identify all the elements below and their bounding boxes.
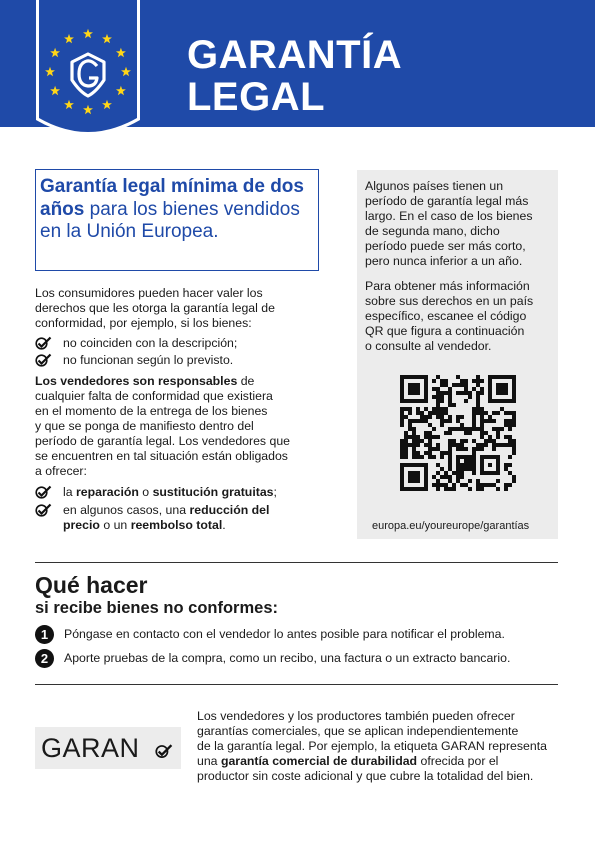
title-line-2: LEGAL xyxy=(187,75,326,119)
aside-line: de segunda mano, dicho xyxy=(365,224,500,238)
sellers-line: cualquier falta de conformidad que existiera xyxy=(35,389,273,403)
list-item-text xyxy=(63,518,226,533)
consumers-line: conformidad, por ejemplo, si los bienes: xyxy=(35,316,252,330)
check-icon xyxy=(35,336,52,350)
page-title xyxy=(187,34,402,118)
text: o un xyxy=(99,518,131,532)
intro-bold: Garantía legal mínima de dos años xyxy=(40,176,304,220)
aside-line: Algunos países tienen un xyxy=(365,179,504,193)
sellers-line: y que se ponga de manifiesto dentro del xyxy=(35,419,254,433)
text: . xyxy=(222,518,226,532)
info-url-link[interactable]: europa.eu/youreurope/garantías xyxy=(372,520,530,532)
check-icon xyxy=(35,353,52,367)
text: la xyxy=(63,485,76,499)
sellers-line: período de garantía legal. Los vendedores que xyxy=(35,434,291,448)
bold-text: reparación xyxy=(76,485,139,499)
list-item-text: no funcionan según lo previsto. xyxy=(63,353,234,367)
bold-text: reducción del xyxy=(189,503,270,517)
title-line-1: GARANTÍA xyxy=(187,33,403,77)
garan-label-logo xyxy=(35,727,181,769)
sellers-line: a ofrecer: xyxy=(35,464,87,478)
text: o xyxy=(138,485,153,499)
step-text: Aporte pruebas de la compra, como un recibo, una factura o un extracto bancario. xyxy=(64,651,511,665)
garan-line: productor sin coste adicional y que cubre la totalidad del bien. xyxy=(197,769,534,783)
eu-shield-logo-icon xyxy=(36,0,140,146)
step-text: Póngase en contacto con el vendedor lo antes posible para notificar el problema. xyxy=(64,627,505,641)
aside-line: o consulte al vendedor. xyxy=(365,339,492,353)
step-number-badge: 2 xyxy=(35,649,54,668)
consumers-paragraph xyxy=(35,286,275,331)
step-number-badge: 1 xyxy=(35,625,54,644)
aside-line: período de garantía legal más xyxy=(365,194,529,208)
info-aside xyxy=(357,170,558,539)
aside-line: largo. En el caso de los bienes xyxy=(365,209,533,223)
sellers-bold: Los vendedores son responsables xyxy=(35,374,238,388)
bold-text: sustitución gratuitas xyxy=(152,485,274,499)
garan-line: Los vendedores y los productores también pueden ofrecer xyxy=(197,709,515,723)
aside-line: período puede ser más corto, xyxy=(365,239,526,253)
text: en algunos casos, una xyxy=(63,503,190,517)
aside-line: pero nunca inferior a un año. xyxy=(365,254,523,268)
garan-description xyxy=(197,709,567,784)
garan-line xyxy=(197,754,567,769)
list-item-text: no coinciden con la descripción; xyxy=(63,336,238,350)
aside-line: QR que figura a continuación xyxy=(365,324,525,338)
bold-text: precio xyxy=(63,518,100,532)
bold-text: garantía comercial de durabilidad xyxy=(220,754,418,768)
section-subtitle: si recibe bienes no conformes: xyxy=(35,599,278,617)
text: ; xyxy=(273,485,277,499)
list-item-text xyxy=(63,503,269,518)
aside-line: Para obtener más información xyxy=(365,279,530,293)
consumers-line: derechos que les otorga la garantía legal de xyxy=(35,301,275,315)
divider xyxy=(35,684,558,685)
consumers-line: Los consumidores pueden hacer valer los xyxy=(35,286,263,300)
sellers-line: en el momento de la entrega de los bienes xyxy=(35,404,268,418)
aside-paragraph-2 xyxy=(365,279,555,354)
aside-line: sobre sus derechos en un país xyxy=(365,294,534,308)
intro-box xyxy=(35,169,319,271)
check-icon xyxy=(35,485,52,499)
garan-line: garantías comerciales, que se aplican independientemente xyxy=(197,724,519,738)
list-item-text xyxy=(63,485,277,500)
sellers-line: se encuentren en tal situación están obligados xyxy=(35,449,288,463)
section-title: Qué hacer xyxy=(35,572,148,598)
sellers-text: de xyxy=(237,374,255,388)
sellers-paragraph xyxy=(35,374,290,479)
bold-text: reembolso total xyxy=(130,518,223,532)
intro-rest: para los bienes vendidos en la Unión Europea. xyxy=(40,198,300,242)
text: una xyxy=(197,754,221,768)
garan-line: de la garantía legal. Por ejemplo, la etiqueta GARAN representa xyxy=(197,739,547,753)
text: ofrecida por el xyxy=(417,754,499,768)
garan-wordmark: GARAN xyxy=(41,733,140,763)
check-icon xyxy=(35,503,52,517)
aside-paragraph-1 xyxy=(365,179,555,269)
qr-code-icon[interactable] xyxy=(400,375,516,491)
check-icon xyxy=(155,743,173,759)
divider xyxy=(35,562,558,563)
aside-line: específico, escanee el código xyxy=(365,309,527,323)
